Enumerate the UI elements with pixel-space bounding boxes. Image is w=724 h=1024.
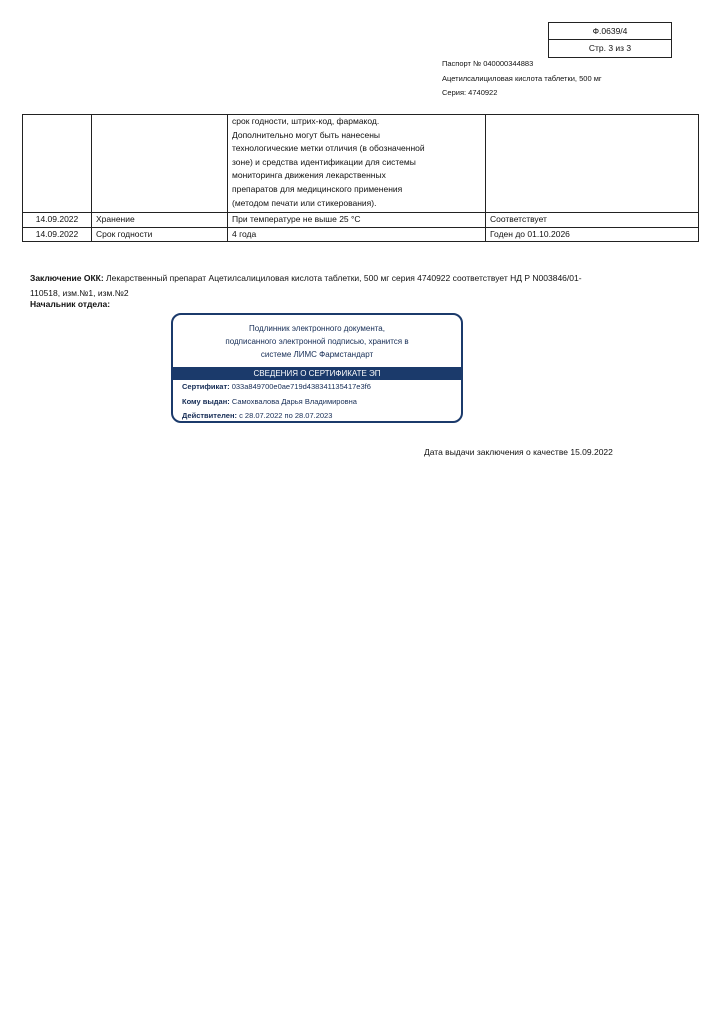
validity-row: [173, 409, 461, 423]
text-line: мониторинга движения лекарственных: [232, 170, 386, 181]
certificate-label: Сертификат:: [182, 382, 230, 391]
issued-to-label: Кому выдан:: [182, 396, 230, 406]
date-cell: 14.09.2022: [23, 213, 92, 228]
electronic-signature-stamp: [171, 313, 463, 423]
passport-product: Ацетилсалициловая кислота таблетки, 500 мг: [442, 73, 602, 83]
conclusion-label: Заключение ОКК:: [30, 273, 104, 283]
certificate-info-band: СВЕДЕНИЯ О СЕРТИФИКАТЕ ЭП: [173, 367, 461, 380]
certificate-value: 033a849700e0ae719d438341135417e3f6: [229, 382, 371, 391]
text-line: Подлинник электронного документа,: [249, 324, 385, 333]
continued-requirement-cell: [228, 115, 486, 213]
table-row: [23, 213, 699, 228]
passport-number: Паспорт № 040000344883: [442, 59, 534, 68]
validity-value: с 28.07.2022 по 28.07.2023: [237, 411, 333, 420]
certificate-row: [173, 380, 461, 395]
text-line: (методом печати или стикерования).: [232, 197, 377, 208]
test-results-table: [22, 114, 699, 242]
result-cell: Соответствует: [486, 213, 699, 228]
head-of-department-label: Начальник отдела:: [30, 299, 111, 309]
form-code: Ф.0639/4: [549, 23, 671, 40]
table-row: [23, 115, 699, 213]
passport-header: [442, 57, 602, 101]
date-cell: 14.09.2022: [23, 227, 92, 242]
validity-label: Действителен:: [182, 411, 237, 420]
issued-to-row: [173, 395, 461, 410]
text-line: подписанного электронной подписью, хранится в: [225, 337, 409, 346]
text-line: зоне) и средства идентификации для системы: [232, 156, 416, 167]
stamp-original-note: [173, 322, 461, 361]
table-cell: [23, 115, 92, 213]
issued-to-value: Самохвалова Дарья Владимировна: [229, 396, 357, 406]
text-line: срок годности, штрих-код, фармакод.: [232, 116, 380, 126]
text-line: технологические метки отличия (в обозначенной: [232, 143, 425, 154]
requirement-cell: При температуре не выше 25 °С: [228, 213, 486, 228]
conclusion-text: Лекарственный препарат Ацетилсалициловая кислота таблетки, 500 мг серия 4740922 соответствует НД Р N003846/01-110518, изм.№1, изм.№2: [30, 273, 582, 298]
table-cell: [92, 115, 228, 213]
parameter-cell: Хранение: [92, 213, 228, 228]
form-code-box: [548, 22, 672, 58]
table-row: [23, 227, 699, 242]
qc-conclusion: [30, 271, 590, 300]
table-cell: [486, 115, 699, 213]
text-line: Дополнительно могут быть нанесены: [232, 129, 380, 140]
passport-series: Серия: 4740922: [442, 88, 498, 97]
requirement-cell: 4 года: [228, 227, 486, 242]
text-line: препаратов для медицинского применения: [232, 183, 403, 194]
page-number: Стр. 3 из 3: [588, 43, 632, 53]
issue-date: Дата выдачи заключения о качестве 15.09.2022: [424, 447, 613, 457]
text-line: системе ЛИМС Фармстандарт: [260, 350, 374, 359]
result-cell: Годен до 01.10.2026: [486, 227, 699, 242]
parameter-cell: Срок годности: [92, 227, 228, 242]
